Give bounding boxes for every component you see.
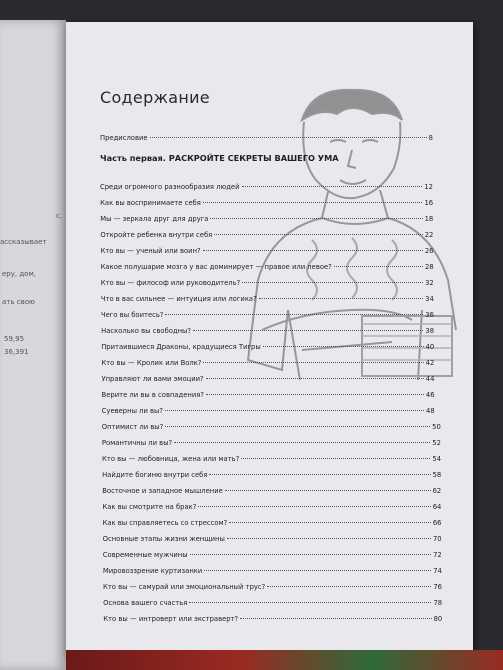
toc-label: Мировоззрение куртизанки bbox=[102, 567, 203, 575]
toc-leader bbox=[334, 266, 423, 267]
toc-page: 78 bbox=[433, 599, 443, 607]
toc-page: 54 bbox=[432, 455, 442, 463]
toc-entry bbox=[102, 455, 441, 463]
toc-label: Мы — зеркала друг для друга bbox=[100, 215, 209, 223]
toc-page: 80 bbox=[433, 615, 443, 623]
toc-leader bbox=[241, 458, 430, 459]
toc-label: Как вы воспринимаете себя bbox=[100, 199, 201, 207]
toc-page: 8 bbox=[428, 134, 433, 142]
toc-entry bbox=[102, 391, 435, 399]
toc-page: 34 bbox=[425, 295, 434, 303]
toc-leader bbox=[267, 586, 431, 587]
toc-leader bbox=[240, 618, 431, 619]
toc-label: Среди огромного разнообразия людей bbox=[100, 183, 240, 191]
toc-leader bbox=[227, 538, 431, 539]
toc-entry bbox=[102, 503, 441, 511]
toc-label: Как вы справляетесь со стрессом? bbox=[102, 519, 228, 527]
toc-entry bbox=[102, 439, 441, 447]
prev-page-text: ассказывает bbox=[0, 238, 47, 246]
toc-page: 52 bbox=[432, 439, 441, 447]
toc-entry bbox=[101, 279, 434, 287]
toc-page: 76 bbox=[433, 583, 442, 591]
toc-page: 38 bbox=[425, 327, 435, 335]
toc-entry bbox=[103, 583, 442, 591]
toc-label: Кто вы — философ или руководитель? bbox=[100, 279, 241, 287]
contents-page bbox=[66, 22, 473, 655]
toc-entry bbox=[100, 215, 433, 223]
toc-label: Романтичны ли вы? bbox=[101, 439, 173, 447]
toc-entry bbox=[101, 375, 434, 383]
toc-label: Основные этапы жизни женщины bbox=[102, 535, 225, 543]
toc-entry bbox=[101, 263, 434, 271]
toc-page: 70 bbox=[432, 535, 442, 543]
toc-label: Кто вы — Кролик или Волк? bbox=[101, 359, 202, 367]
toc-page: 72 bbox=[433, 551, 442, 559]
toc-label: Притаившиеся Драконы, крадущиеся Тигры bbox=[101, 343, 261, 351]
toc-label: Насколько вы свободны? bbox=[101, 327, 192, 335]
toc-leader bbox=[206, 378, 424, 379]
toc-label: Кто вы — любовница, жена или мать? bbox=[102, 455, 240, 463]
toc-label: Предисловие bbox=[100, 134, 148, 142]
toc-page: 32 bbox=[425, 279, 434, 287]
toc-leader bbox=[210, 218, 422, 219]
toc-leader bbox=[204, 570, 431, 571]
toc-entry bbox=[102, 407, 435, 415]
toc-entry bbox=[103, 535, 442, 543]
toc-page: 48 bbox=[426, 407, 435, 415]
toc-leader bbox=[203, 250, 423, 251]
toc-leader bbox=[229, 522, 431, 523]
toc-label: Верите ли вы в совпадения? bbox=[101, 391, 204, 399]
toc-leader bbox=[190, 554, 432, 555]
toc-leader bbox=[259, 298, 423, 299]
toc-leader bbox=[209, 474, 430, 475]
prev-page-text: 59,95 bbox=[4, 335, 25, 343]
toc-label: Оптимист ли вы? bbox=[101, 423, 164, 431]
toc-entry bbox=[100, 199, 433, 207]
toc-page: 16 bbox=[424, 199, 434, 207]
toc-page: 44 bbox=[425, 375, 435, 383]
toc-page: 18 bbox=[424, 215, 434, 223]
toc-page: 58 bbox=[432, 471, 442, 479]
toc-page: 28 bbox=[424, 263, 434, 271]
toc-label: Восточное и западное мышление bbox=[102, 487, 223, 495]
toc-page: 50 bbox=[432, 423, 441, 431]
toc-leader bbox=[193, 330, 423, 331]
toc-page: 22 bbox=[424, 231, 434, 239]
toc-label: Найдите богиню внутри себя bbox=[102, 471, 208, 479]
toc-page: 64 bbox=[432, 503, 442, 511]
prev-page-text: ать свою bbox=[2, 298, 35, 306]
toc-leader bbox=[174, 442, 430, 443]
toc-entry bbox=[101, 295, 434, 303]
page-title: Содержание bbox=[100, 88, 210, 107]
toc-entry bbox=[103, 599, 442, 607]
toc-page: 46 bbox=[425, 391, 435, 399]
toc-entry bbox=[100, 183, 433, 191]
toc-page: 40 bbox=[425, 343, 435, 351]
toc-leader bbox=[242, 186, 423, 187]
part-heading: Часть первая. РАСКРОЙТЕ СЕКРЕТЫ ВАШЕГО УМА bbox=[100, 153, 339, 163]
toc-page: 26 bbox=[424, 247, 434, 255]
toc-label: Откройте ребенка внутри себя bbox=[100, 231, 213, 239]
toc-page: 12 bbox=[424, 183, 433, 191]
toc-label: Суеверны ли вы? bbox=[101, 407, 163, 415]
toc-leader bbox=[214, 234, 422, 235]
toc-entry bbox=[100, 231, 433, 239]
toc-entry bbox=[102, 423, 441, 431]
toc-label: Кто вы — интроверт или экстраверт? bbox=[103, 615, 239, 623]
toc-entry bbox=[103, 615, 442, 623]
toc-label: Кто вы — самурай или эмоциональный трус? bbox=[103, 583, 266, 591]
book-cover-edge bbox=[66, 650, 503, 670]
toc-leader bbox=[165, 410, 424, 411]
toc-page: 74 bbox=[433, 567, 442, 575]
prev-page-text: 36,391 bbox=[4, 348, 29, 356]
toc-entry bbox=[101, 343, 434, 351]
table-of-contents bbox=[66, 22, 473, 655]
toc-leader bbox=[203, 362, 423, 363]
previous-page bbox=[0, 20, 66, 670]
toc-entry bbox=[101, 311, 434, 319]
toc-leader bbox=[189, 602, 431, 603]
toc-label: Современные мужчины bbox=[102, 551, 188, 559]
toc-page: 62 bbox=[432, 487, 442, 495]
toc-leader bbox=[203, 202, 423, 203]
toc-label: Кто вы — ученый или воин? bbox=[100, 247, 201, 255]
toc-label: Что в вас сильнее — интуиция или логика? bbox=[100, 295, 257, 303]
toc-label: Основа вашего счастья bbox=[103, 599, 188, 607]
toc-label: Как вы смотрите на брак? bbox=[102, 503, 197, 511]
toc-leader bbox=[263, 346, 424, 347]
toc-entry bbox=[100, 247, 433, 255]
toc-entry bbox=[102, 471, 441, 479]
toc-entry bbox=[103, 567, 442, 575]
toc-entry bbox=[101, 327, 434, 335]
toc-label: Какое полушарие мозга у вас доминирует — правое или левое? bbox=[100, 263, 332, 271]
toc-leader bbox=[225, 490, 431, 491]
toc-leader bbox=[198, 506, 430, 507]
toc-page: 42 bbox=[425, 359, 435, 367]
toc-leader bbox=[242, 282, 423, 283]
toc-page: 36 bbox=[425, 311, 434, 319]
toc-label: Управляют ли вами эмоции? bbox=[101, 375, 204, 383]
toc-leader bbox=[165, 314, 423, 315]
toc-leader bbox=[165, 426, 430, 427]
toc-entry bbox=[103, 519, 442, 527]
prev-page-text: с. bbox=[56, 212, 63, 220]
toc-label: Чего вы боитесь? bbox=[100, 311, 164, 319]
toc-page: 66 bbox=[432, 519, 442, 527]
toc-leader bbox=[206, 394, 424, 395]
toc-entry bbox=[102, 487, 441, 495]
prev-page-text: еру, дом, bbox=[2, 270, 36, 278]
toc-entry bbox=[101, 359, 434, 367]
toc-entry bbox=[103, 551, 442, 559]
